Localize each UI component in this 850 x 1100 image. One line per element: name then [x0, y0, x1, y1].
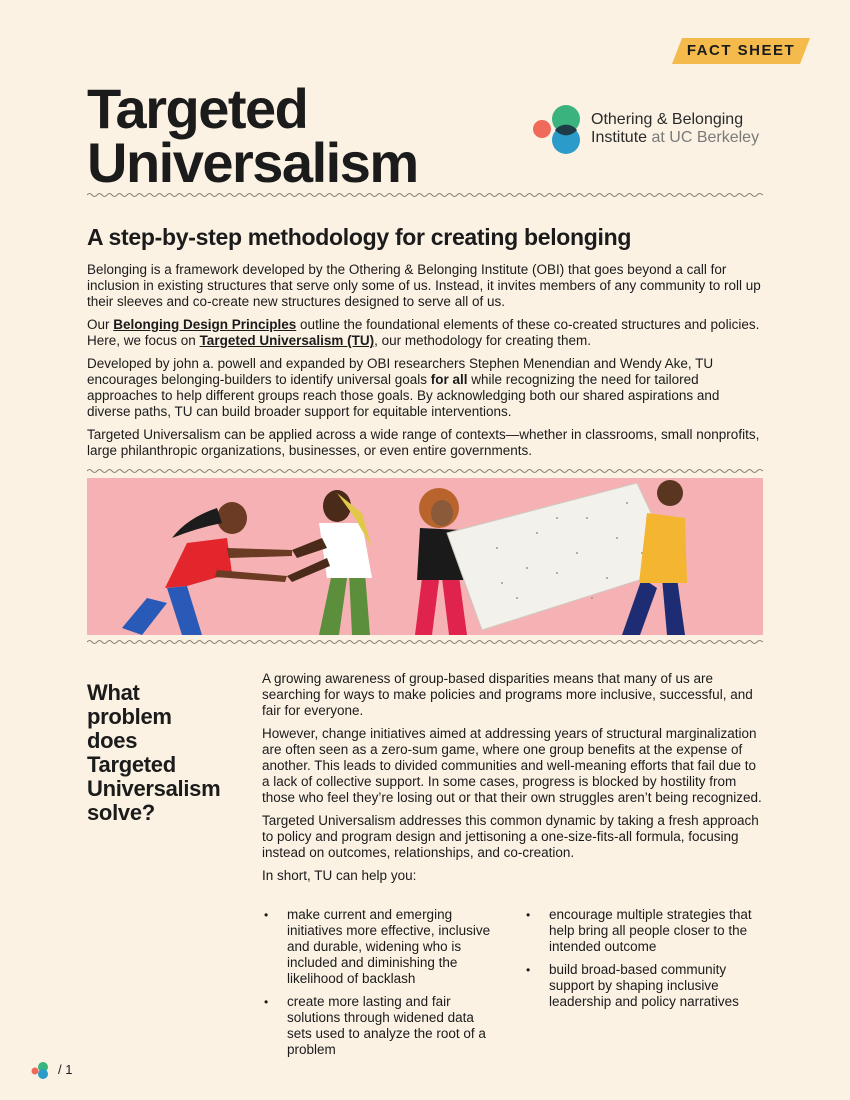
belonging-design-principles-link[interactable]: Belonging Design Principles: [113, 317, 297, 332]
logo-text-line-1: Othering & Belonging: [591, 111, 744, 128]
list-item: • create more lasting and fair solutions through widened data sets used to analyze the root of a problem: [264, 994, 486, 1057]
title-line-1: Targeted: [87, 77, 308, 140]
targeted-universalism-link[interactable]: Targeted Universalism (TU): [199, 333, 375, 348]
wavy-divider-mid: [87, 467, 763, 475]
heading-line: Targeted: [87, 752, 176, 777]
list-item: • build broad-based community support by shaping inclusive leadership and policy narratives: [526, 962, 739, 1009]
obi-logo[interactable]: [530, 103, 770, 158]
intro-paragraph-1: Belonging is a framework developed by the Othering & Belonging Institute (OBI) that goes beyond a call for inclusion in existing structures that serve only some of us. Instead, it invites members of any community to roll up their sleeves and co-create new structures designed to serve all of us.: [87, 262, 761, 309]
obi-logo-icon: [530, 103, 590, 158]
body-paragraph-4: In short, TU can help you:: [262, 868, 417, 883]
body-paragraph-1: A growing awareness of group-based disparities means that many of us are searching for ways to make policies and programs more inclusive, successful, and fair for everyone.: [262, 671, 753, 718]
figure-1: [122, 502, 292, 635]
list-item: • make current and emerging initiatives more effective, inclusive and durable, widening who is included and diminishing the likelihood of backlash: [264, 907, 491, 986]
heading-line: does: [87, 728, 138, 753]
heading-line: Universalism: [87, 776, 221, 801]
intro-paragraph-3: Developed by john a. powell and expanded by OBI researchers Stephen Menendian and Wendy Ake, TU encourages belonging-builders to identify universal goals for all while recognizing the need for tailored approaches to help different groups reach those goals. By acknowledging both our shared aspirations and diverse paths, TU can build broader support for equitable interventions.: [87, 356, 720, 419]
section-subtitle: A step-by-step methodology for creating belonging: [87, 224, 632, 250]
illustration-people-collaborating: [87, 478, 763, 635]
figure-2: [287, 490, 372, 635]
illustration-art: [87, 478, 763, 635]
heading-line: problem: [87, 704, 172, 729]
body-paragraph-2: However, change initiatives aimed at addressing years of structural marginalization are often seen as a zero-sum game, where one group benefits at the expense of another. This leads to divided communities and well-meaning efforts that fail due to a lack of collective support. In some cases, progress is blocked by hostility from those who feel they’re losing out or that their own struggles aren’t being recognized.: [262, 726, 762, 805]
intro-paragraph-4: Targeted Universalism can be applied across a wide range of contexts—whether in classrooms, small nonprofits, large philanthropic organizations, businesses, or even entire governments.: [87, 427, 760, 458]
problem-heading: [87, 681, 252, 825]
problem-body: [262, 671, 764, 891]
benefits-column-2: [524, 907, 764, 1017]
wavy-divider-top: [87, 191, 763, 199]
heading-line: solve?: [87, 800, 155, 825]
wavy-divider-bottom: [87, 638, 763, 646]
page-title: [87, 77, 418, 194]
intro-text: [87, 262, 763, 466]
fact-sheet-badge: [672, 38, 810, 64]
page-number: / 1: [58, 1062, 73, 1077]
intro-paragraph-2: Our Belonging Design Principles outline the foundational elements of these co-created structures and policies. Here, we focus on Targeted Universalism (TU), our methodology for creating them.: [87, 317, 760, 348]
logo-text-berkeley: at UC Berkeley: [651, 129, 760, 146]
list-item: • encourage multiple strategies that help bring all people closer to the intended outcome: [526, 907, 752, 954]
heading-line: What: [87, 680, 140, 705]
badge-label: FACT SHEET: [686, 42, 796, 59]
footer-logo-icon: [30, 1061, 52, 1079]
title-line-2: Universalism: [87, 131, 418, 194]
benefits-column-1: [262, 907, 502, 1065]
body-paragraph-3: Targeted Universalism addresses this common dynamic by taking a fresh approach to policy and program design and jettisoning a one-size-fits-all formula, focusing instead on outcomes, relationships, and co-creation.: [262, 813, 759, 860]
logo-text-institute: Institute: [591, 129, 648, 146]
